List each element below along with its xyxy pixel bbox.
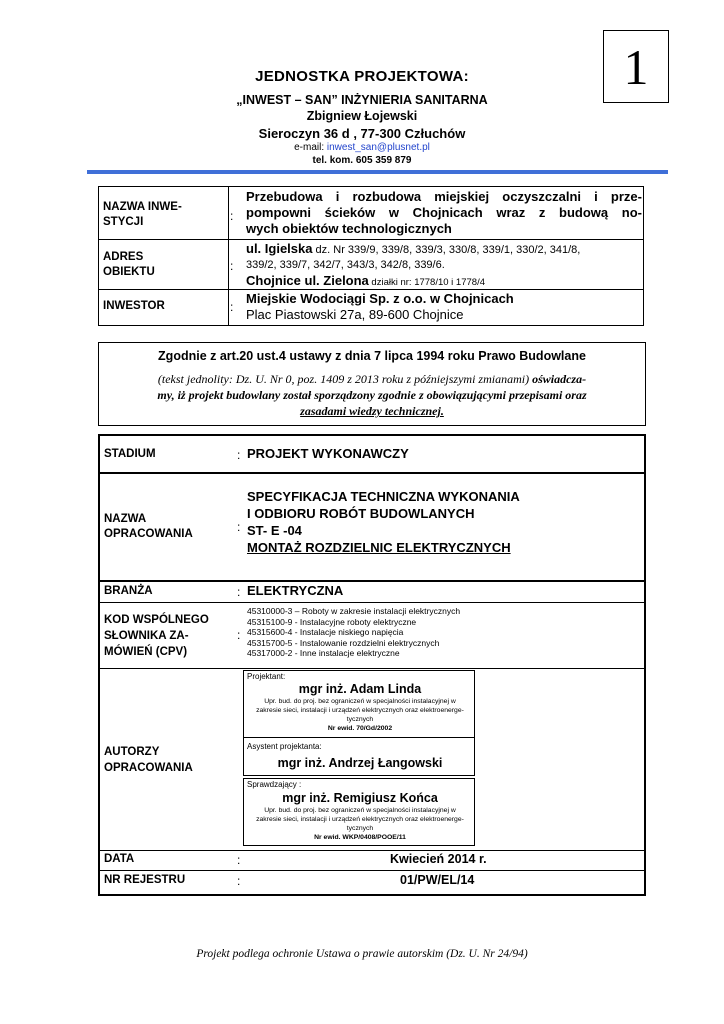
colon: : (237, 520, 241, 534)
permission-line: tycznych (346, 825, 374, 832)
email-label: e-mail: (294, 142, 327, 153)
designer-name: mgr inż. Adam Linda (298, 682, 422, 696)
branch-label: BRANŻA (104, 585, 153, 597)
address-street: ul. Igielska (246, 241, 313, 256)
permission-line: zakresie sieci, instalacji i urządzeń elektrycznych oraz elektroenerge- (256, 707, 464, 714)
address-label: ADRES OBIEKTU (103, 251, 155, 278)
date-row (100, 850, 644, 871)
header-address: Sieroczyn 36 d , 77-300 Człuchów (258, 126, 466, 141)
cpv-item: 45315600-4 - Instalacje niskiego napięcia (247, 627, 404, 638)
colon: : (237, 585, 241, 599)
assistant-box (243, 738, 475, 776)
page-number: 1 (623, 38, 649, 95)
registry-value: 01/PW/EL/14 (400, 873, 475, 887)
colon: : (237, 448, 241, 462)
investor-value (246, 291, 514, 323)
header-company-title: JEDNOSTKA PROJEKTOWA: (255, 68, 469, 85)
checker-role: Sprawdzający : (247, 780, 302, 789)
colon: : (237, 874, 241, 888)
investment-name (246, 189, 642, 237)
designer-reg-number: Nr ewid. 70/Gd/2002 (327, 725, 393, 732)
cpv-item: 45315700-5 - Instalowanie rozdzielni elektrycznych (247, 637, 440, 648)
date-label: DATA (104, 853, 135, 865)
registry-row (100, 870, 644, 894)
date-value: Kwiecień 2014 r. (390, 852, 487, 866)
permission-line: Upr. bud. do proj. bez ograniczeń w specjalności instalacyjnej w (264, 698, 456, 705)
colon: : (230, 259, 234, 273)
header-phone: tel. kom. 605 359 879 (312, 155, 412, 166)
investment-info-table (98, 186, 644, 326)
assistant-role: Asystent projektanta: (247, 742, 322, 751)
stage-row (100, 436, 644, 474)
designer-permissions (244, 697, 476, 733)
checker-permissions (244, 806, 476, 842)
compliance-text: my, iż projekt budowlany został sporządzony zgodnie z obowiązującymi przepisami oraz (157, 388, 587, 402)
document-name (247, 488, 520, 556)
investment-line: Przebudowa i rozbudowa miejskiej oczyszczalni i prze- (246, 189, 642, 204)
registry-label: NR REJESTRU (104, 874, 186, 886)
compliance-statement (98, 342, 646, 426)
document-name-row (100, 474, 644, 582)
designer-role: Projektant: (247, 672, 286, 681)
copyright-footer: Projekt podlega ochronie Ustawa o prawie autorskim (Dz. U. Nr 24/94) (196, 948, 528, 960)
stage-label: STADIUM (104, 448, 156, 460)
header-owner: Zbigniew Łojewski (306, 109, 418, 123)
header-company-name: „INWEST – SAN” INŻYNIERIA SANITARNA (236, 93, 488, 107)
compliance-text: oświadcza- (532, 372, 587, 386)
checker-name: mgr inż. Remigiusz Końca (282, 791, 438, 805)
investor-address: Plac Piastowski 27a, 89-600 Chojnice (246, 307, 464, 322)
compliance-text: zasadami wiedzy technicznej. (300, 404, 444, 418)
compliance-text: (tekst jednolity: Dz. U. Nr 0, poz. 1409 z 2013 roku z późniejszymi zmianami) (157, 372, 533, 386)
document-name-line: I ODBIORU ROBÓT BUDOWLANYCH (247, 506, 475, 521)
cpv-item: 45310000-3 – Roboty w zakresie instalacji elektrycznych (247, 606, 461, 616)
permission-line: Upr. bud. do proj. bez ograniczeń w specjalności instalacyjnej w (264, 807, 456, 814)
compliance-body (99, 371, 645, 419)
investment-line: pompowni ścieków w Chojnicach wraz z budową no- (246, 205, 642, 220)
address-plots: dz. Nr 339/9, 339/8, 339/3, 330/8, 339/1, 330/2, 341/8, (312, 244, 581, 256)
colon: : (230, 300, 234, 314)
compliance-heading: Zgodnie z art.20 ust.4 ustawy z dnia 7 lipca 1994 roku Prawo Budowlane (158, 349, 586, 363)
cpv-item: 45317000-2 - Inne instalacje elektryczne (247, 648, 400, 659)
colon: : (230, 209, 234, 223)
checker-box (243, 778, 475, 846)
email-link[interactable]: inwest_san@plusnet.pl (326, 142, 430, 153)
permission-line: zakresie sieci, instalacji i urządzeń elektrycznych oraz elektroenerge- (256, 816, 464, 823)
authors-row (100, 668, 644, 851)
document-name-line: SPECYFIKACJA TECHNICZNA WYKONANIA (247, 489, 520, 504)
cpv-item: 45315100-9 - Instalacyjne roboty elektryczne (247, 616, 417, 627)
investor-row (99, 289, 643, 325)
investment-label: NAZWA INWE- STYCJI (103, 201, 182, 228)
document-name-line: ST- E -04 (247, 523, 302, 538)
assistant-name: mgr inż. Andrzej Łangowski (277, 756, 443, 770)
document-details-table (98, 434, 646, 896)
stage-value: PROJEKT WYKONAWCZY (247, 446, 409, 461)
branch-row (100, 582, 644, 603)
header-divider (87, 170, 668, 174)
address-plots-cont: 339/2, 339/7, 342/7, 343/3, 342/8, 339/6. (246, 259, 445, 271)
investor-name: Miejskie Wodociągi Sp. z o.o. w Chojnicach (246, 291, 514, 306)
investor-label: INWESTOR (103, 300, 165, 312)
document-name-label: NAZWA OPRACOWANIA (104, 513, 193, 540)
address-row (99, 239, 643, 290)
checker-reg-number: Nr ewid. WKP/0408/POOE/11 (314, 834, 406, 841)
colon: : (237, 628, 241, 642)
cpv-label: KOD WSPÓLNEGO SŁOWNIKA ZA- MÓWIEŃ (CPV) (104, 614, 209, 658)
address-value (246, 241, 642, 290)
cpv-list (247, 606, 460, 659)
address-plots-2: działki nr: 1778/10 i 1778/4 (368, 277, 485, 288)
branch-value: ELEKTRYCZNA (247, 583, 344, 598)
investment-line: wych obiektów technologicznych (246, 221, 452, 236)
investment-row (99, 187, 643, 240)
colon: : (237, 853, 241, 867)
stage-cell (100, 436, 644, 472)
designer-box (243, 670, 475, 738)
address-street-2: Chojnice ul. Zielona (246, 273, 369, 288)
cpv-row (100, 602, 644, 669)
document-name-line: MONTAŻ ROZDZIELNIC ELEKTRYCZNYCH (247, 540, 511, 555)
header-email-line (0, 142, 724, 153)
permission-line: tycznych (346, 716, 374, 723)
authors-label: AUTORZY OPRACOWANIA (104, 746, 193, 774)
